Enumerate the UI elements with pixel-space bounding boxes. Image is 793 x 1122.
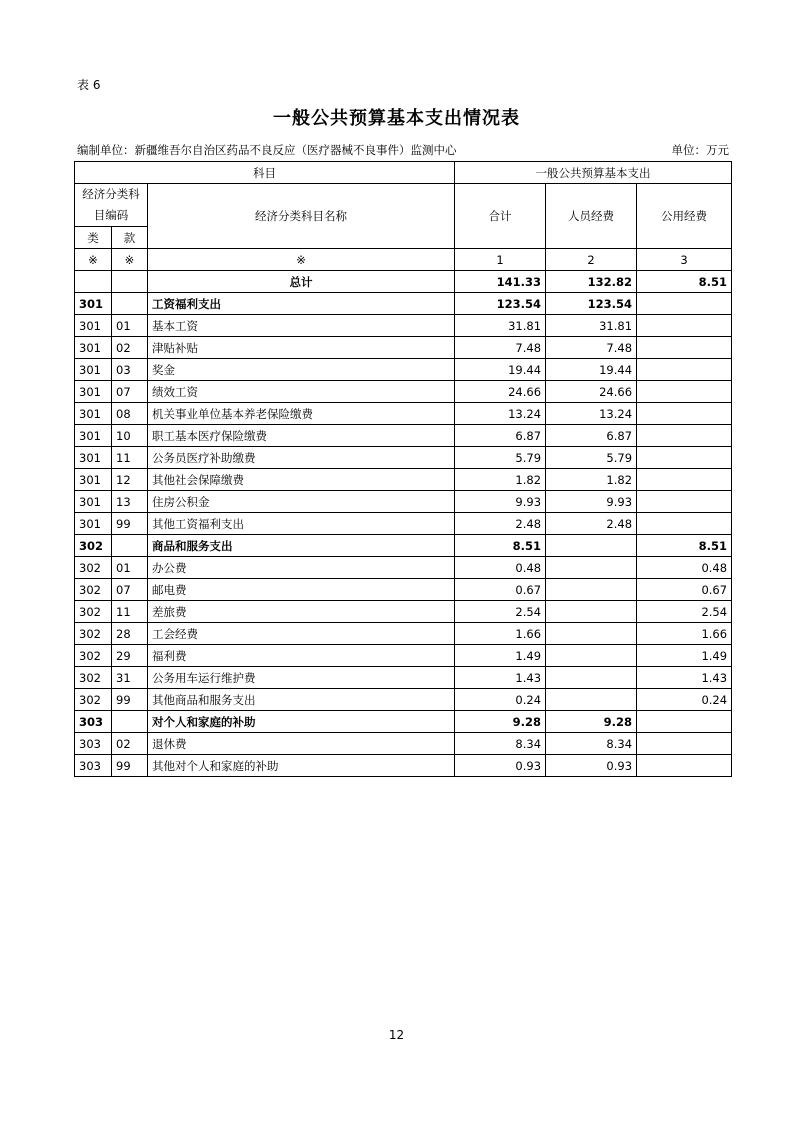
header-public: 公用经费 <box>637 184 732 249</box>
table-row <box>75 315 732 337</box>
total-cell: 24.66 <box>455 381 546 403</box>
item-cell <box>112 535 148 557</box>
item-cell: 01 <box>112 557 148 579</box>
total-cell: 9.28 <box>455 711 546 733</box>
personnel-cell: 5.79 <box>546 447 637 469</box>
table-row <box>75 733 732 755</box>
personnel-cell: 7.48 <box>546 337 637 359</box>
item-cell: 99 <box>112 689 148 711</box>
public-cell <box>637 425 732 447</box>
kind-cell: 303 <box>75 755 112 777</box>
public-cell <box>637 447 732 469</box>
kind-cell: 302 <box>75 667 112 689</box>
header-row-2 <box>75 184 732 227</box>
item-cell: 02 <box>112 733 148 755</box>
name-cell: 机关事业单位基本养老保险缴费 <box>148 403 455 425</box>
public-cell <box>637 469 732 491</box>
kind-cell: 302 <box>75 557 112 579</box>
header-subject: 科目 <box>75 162 455 184</box>
personnel-cell: 2.48 <box>546 513 637 535</box>
public-cell <box>637 711 732 733</box>
table-row <box>75 711 732 733</box>
kind-cell: 302 <box>75 623 112 645</box>
name-cell: 商品和服务支出 <box>148 535 455 557</box>
kind-cell: 301 <box>75 491 112 513</box>
public-cell <box>637 403 732 425</box>
item-cell: 11 <box>112 447 148 469</box>
name-cell: 工资福利支出 <box>148 293 455 315</box>
header-index-1: 1 <box>455 249 546 271</box>
item-cell: 99 <box>112 513 148 535</box>
personnel-cell: 123.54 <box>546 293 637 315</box>
public-cell <box>637 513 732 535</box>
kind-cell: 301 <box>75 425 112 447</box>
item-cell: 11 <box>112 601 148 623</box>
item-cell: 28 <box>112 623 148 645</box>
kind-cell: 301 <box>75 359 112 381</box>
header-row-1 <box>75 162 732 184</box>
kind-cell: 302 <box>75 645 112 667</box>
public-cell: 0.67 <box>637 579 732 601</box>
name-cell: 退休费 <box>148 733 455 755</box>
total-name-cell: 总计 <box>148 271 455 293</box>
personnel-cell: 8.34 <box>546 733 637 755</box>
header-total: 合计 <box>455 184 546 249</box>
total-item-cell <box>112 271 148 293</box>
personnel-cell <box>546 601 637 623</box>
table-row <box>75 469 732 491</box>
public-cell: 8.51 <box>637 535 732 557</box>
total-cell: 8.34 <box>455 733 546 755</box>
public-cell <box>637 337 732 359</box>
public-cell: 1.43 <box>637 667 732 689</box>
total-cell: 0.24 <box>455 689 546 711</box>
total-cell: 9.93 <box>455 491 546 513</box>
personnel-cell <box>546 667 637 689</box>
item-cell: 07 <box>112 579 148 601</box>
name-cell: 工会经费 <box>148 623 455 645</box>
header-row-4 <box>75 249 732 271</box>
public-cell <box>637 293 732 315</box>
personnel-cell <box>546 579 637 601</box>
public-cell <box>637 315 732 337</box>
budget-table <box>74 161 732 777</box>
item-cell: 02 <box>112 337 148 359</box>
table-row <box>75 689 732 711</box>
total-cell: 0.48 <box>455 557 546 579</box>
header-code-line2: 目编码 <box>93 208 129 222</box>
table-row <box>75 513 732 535</box>
public-cell <box>637 755 732 777</box>
table-row <box>75 293 732 315</box>
total-cell: 6.87 <box>455 425 546 447</box>
name-cell: 差旅费 <box>148 601 455 623</box>
table-body <box>75 271 732 777</box>
header-mark-kind: ※ <box>75 249 112 271</box>
total-cell: 8.51 <box>455 535 546 557</box>
total-cell: 1.66 <box>455 623 546 645</box>
page-title: 一般公共预算基本支出情况表 <box>273 108 520 129</box>
total-cell: 2.48 <box>455 513 546 535</box>
personnel-cell: 31.81 <box>546 315 637 337</box>
kind-cell: 302 <box>75 579 112 601</box>
table-row <box>75 403 732 425</box>
organization-label: 编制单位：新疆维吾尔自治区药品不良反应（医疗器械不良事件）监测中心 <box>77 143 457 157</box>
table-row <box>75 425 732 447</box>
name-cell: 福利费 <box>148 645 455 667</box>
name-cell: 对个人和家庭的补助 <box>148 711 455 733</box>
personnel-cell: 19.44 <box>546 359 637 381</box>
kind-cell: 301 <box>75 293 112 315</box>
table-row <box>75 755 732 777</box>
item-cell <box>112 293 148 315</box>
public-cell <box>637 491 732 513</box>
item-cell: 31 <box>112 667 148 689</box>
table-row <box>75 601 732 623</box>
kind-cell: 301 <box>75 469 112 491</box>
total-kind-cell <box>75 271 112 293</box>
header-index-2: 2 <box>546 249 637 271</box>
header-kind: 类 <box>75 227 112 249</box>
total-cell: 5.79 <box>455 447 546 469</box>
total-personnel-cell: 132.82 <box>546 271 637 293</box>
total-row <box>75 271 732 293</box>
total-public-cell: 8.51 <box>637 271 732 293</box>
total-cell: 13.24 <box>455 403 546 425</box>
total-cell: 1.82 <box>455 469 546 491</box>
table-row <box>75 359 732 381</box>
table-number: 表 6 <box>77 78 101 92</box>
public-cell: 0.24 <box>637 689 732 711</box>
public-cell <box>637 381 732 403</box>
public-cell: 1.66 <box>637 623 732 645</box>
total-cell: 0.93 <box>455 755 546 777</box>
personnel-cell: 9.28 <box>546 711 637 733</box>
kind-cell: 301 <box>75 337 112 359</box>
table-row <box>75 623 732 645</box>
public-cell: 2.54 <box>637 601 732 623</box>
header-mark-item: ※ <box>112 249 148 271</box>
name-cell: 基本工资 <box>148 315 455 337</box>
kind-cell: 303 <box>75 733 112 755</box>
kind-cell: 302 <box>75 535 112 557</box>
personnel-cell: 9.93 <box>546 491 637 513</box>
total-cell: 1.43 <box>455 667 546 689</box>
total-cell: 31.81 <box>455 315 546 337</box>
public-cell <box>637 359 732 381</box>
name-cell: 津贴补贴 <box>148 337 455 359</box>
personnel-cell <box>546 557 637 579</box>
name-cell: 奖金 <box>148 359 455 381</box>
header-mark-name: ※ <box>148 249 455 271</box>
personnel-cell: 1.82 <box>546 469 637 491</box>
personnel-cell: 6.87 <box>546 425 637 447</box>
header-code-group <box>75 184 148 227</box>
table-row <box>75 447 732 469</box>
name-cell: 其他社会保障缴费 <box>148 469 455 491</box>
personnel-cell <box>546 535 637 557</box>
item-cell: 12 <box>112 469 148 491</box>
currency-unit-label: 单位：万元 <box>671 143 729 157</box>
item-cell: 99 <box>112 755 148 777</box>
name-cell: 公务员医疗补助缴费 <box>148 447 455 469</box>
item-cell: 07 <box>112 381 148 403</box>
table-row <box>75 557 732 579</box>
kind-cell: 301 <box>75 315 112 337</box>
table-row <box>75 645 732 667</box>
kind-cell: 303 <box>75 711 112 733</box>
table-row <box>75 667 732 689</box>
name-cell: 住房公积金 <box>148 491 455 513</box>
kind-cell: 301 <box>75 381 112 403</box>
total-cell: 19.44 <box>455 359 546 381</box>
header-personnel: 人员经费 <box>546 184 637 249</box>
total-cell: 1.49 <box>455 645 546 667</box>
total-total-cell: 141.33 <box>455 271 546 293</box>
item-cell <box>112 711 148 733</box>
table-row <box>75 337 732 359</box>
total-cell: 2.54 <box>455 601 546 623</box>
header-index-3: 3 <box>637 249 732 271</box>
kind-cell: 301 <box>75 403 112 425</box>
name-cell: 办公费 <box>148 557 455 579</box>
name-cell: 职工基本医疗保险缴费 <box>148 425 455 447</box>
page-number: 12 <box>388 1028 405 1042</box>
item-cell: 03 <box>112 359 148 381</box>
kind-cell: 301 <box>75 513 112 535</box>
header-basic-expense: 一般公共预算基本支出 <box>455 162 732 184</box>
kind-cell: 302 <box>75 689 112 711</box>
name-cell: 邮电费 <box>148 579 455 601</box>
item-cell: 10 <box>112 425 148 447</box>
public-cell: 0.48 <box>637 557 732 579</box>
header-item: 款 <box>112 227 148 249</box>
kind-cell: 301 <box>75 447 112 469</box>
total-cell: 0.67 <box>455 579 546 601</box>
name-cell: 其他商品和服务支出 <box>148 689 455 711</box>
name-cell: 绩效工资 <box>148 381 455 403</box>
personnel-cell <box>546 645 637 667</box>
item-cell: 01 <box>112 315 148 337</box>
total-cell: 123.54 <box>455 293 546 315</box>
item-cell: 29 <box>112 645 148 667</box>
public-cell <box>637 733 732 755</box>
personnel-cell: 13.24 <box>546 403 637 425</box>
personnel-cell <box>546 623 637 645</box>
name-cell: 其他对个人和家庭的补助 <box>148 755 455 777</box>
header-code-line1: 经济分类科 <box>82 187 140 201</box>
total-cell: 7.48 <box>455 337 546 359</box>
personnel-cell <box>546 689 637 711</box>
name-cell: 其他工资福利支出 <box>148 513 455 535</box>
item-cell: 13 <box>112 491 148 513</box>
name-cell: 公务用车运行维护费 <box>148 667 455 689</box>
public-cell: 1.49 <box>637 645 732 667</box>
personnel-cell: 0.93 <box>546 755 637 777</box>
personnel-cell: 24.66 <box>546 381 637 403</box>
table-row <box>75 381 732 403</box>
kind-cell: 302 <box>75 601 112 623</box>
table-row <box>75 491 732 513</box>
table-row <box>75 535 732 557</box>
table-row <box>75 579 732 601</box>
header-name-col: 经济分类科目名称 <box>148 184 455 249</box>
item-cell: 08 <box>112 403 148 425</box>
